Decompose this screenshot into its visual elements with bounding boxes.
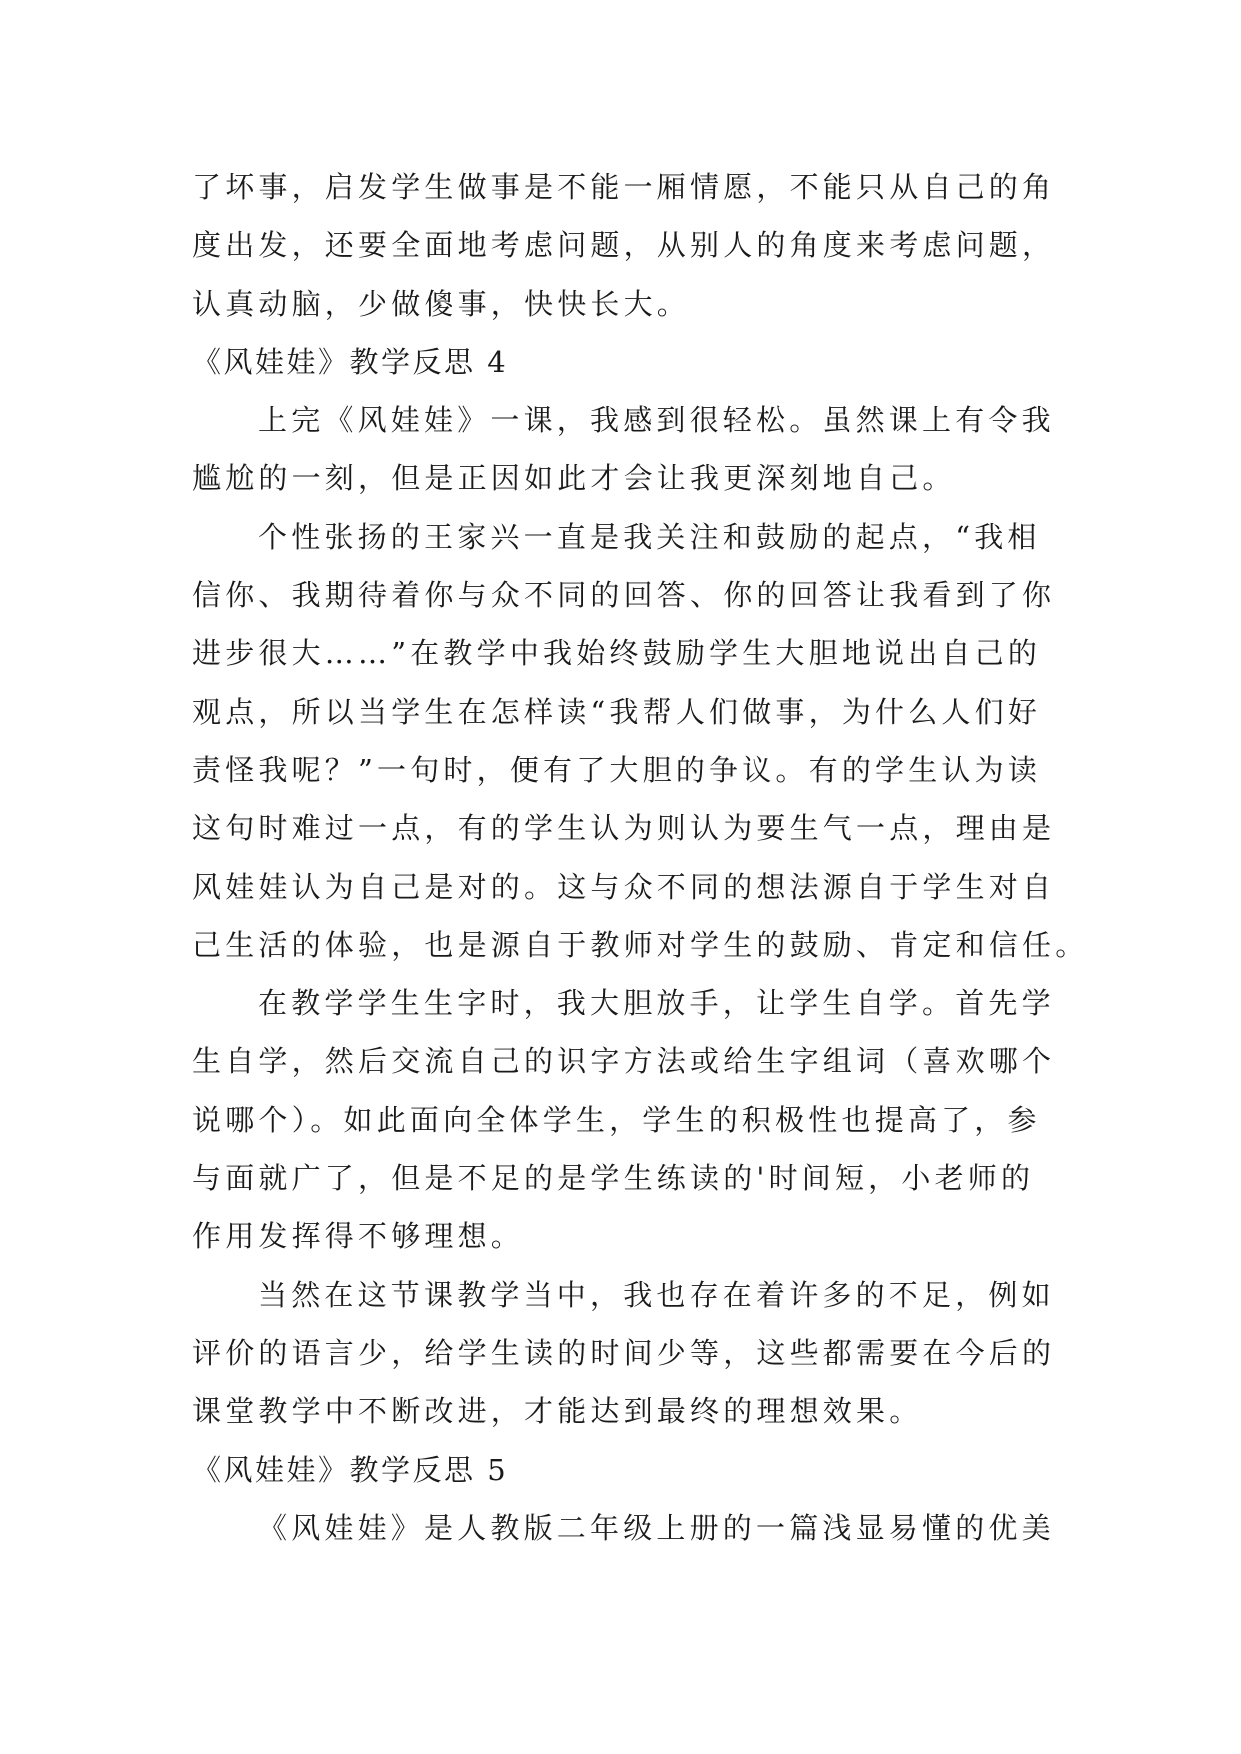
text-line: 个性张扬的王家兴一直是我关注和鼓励的起点，“我相 bbox=[258, 519, 1041, 554]
section-heading: 《风娃娃》教学反思 5 bbox=[192, 1452, 509, 1487]
text-line: 责怪我呢？”一句时，便有了大胆的争议。有的学生认为读 bbox=[192, 752, 1042, 787]
text-line: 度出发，还要全面地考虑问题，从别人的角度来考虑问题， bbox=[192, 228, 1056, 263]
text-line: 尴尬的一刻，但是正因如此才会让我更深刻地自己。 bbox=[192, 461, 956, 496]
text-line: 信你、我期待着你与众不同的回答、你的回答让我看到了你 bbox=[192, 578, 1056, 613]
text-line: 上完《风娃娃》一课，我感到很轻松。虽然课上有令我 bbox=[258, 403, 1055, 438]
text-line: 认真动脑，少做傻事，快快长大。 bbox=[192, 286, 691, 321]
document-body bbox=[192, 158, 1089, 1557]
document-page bbox=[192, 158, 1089, 1557]
text-line: 作用发挥得不够理想。 bbox=[192, 1219, 525, 1254]
text-line: 《风娃娃》是人教版二年级上册的一篇浅显易懂的优美 bbox=[258, 1510, 1055, 1545]
text-line: 评价的语言少，给学生读的时间少等，这些都需要在今后的 bbox=[192, 1335, 1056, 1370]
text-line: 当然在这节课教学当中，我也存在着许多的不足，例如 bbox=[258, 1277, 1055, 1312]
section-heading: 《风娃娃》教学反思 4 bbox=[192, 344, 509, 379]
text-line: 课堂教学中不断改进，才能达到最终的理想效果。 bbox=[192, 1394, 923, 1429]
text-line: 这句时难过一点，有的学生认为则认为要生气一点，理由是 bbox=[192, 811, 1056, 846]
text-line: 了坏事，启发学生做事是不能一厢情愿，不能只从自己的角 bbox=[192, 170, 1056, 204]
text-line: 己生活的体验，也是源自于教师对学生的鼓励、肯定和信任。 bbox=[192, 927, 1089, 962]
text-line: 与面就广了，但是不足的是学生练读的'时间短，小老师的 bbox=[192, 1161, 1035, 1196]
text-line: 进步很大……”在教学中我始终鼓励学生大胆地说出自己的 bbox=[192, 636, 1042, 671]
text-line: 风娃娃认为自己是对的。这与众不同的想法源自于学生对自 bbox=[192, 869, 1056, 904]
text-line: 说哪个）。如此面向全体学生，学生的积极性也提高了，参 bbox=[192, 1102, 1041, 1137]
text-line: 生自学，然后交流自己的识字方法或给生字组词（喜欢哪个 bbox=[192, 1044, 1056, 1079]
text-line: 观点，所以当学生在怎样读“我帮人们做事，为什么人们好 bbox=[192, 694, 1042, 729]
text-line: 在教学学生生字时，我大胆放手，让学生自学。首先学 bbox=[258, 986, 1055, 1021]
